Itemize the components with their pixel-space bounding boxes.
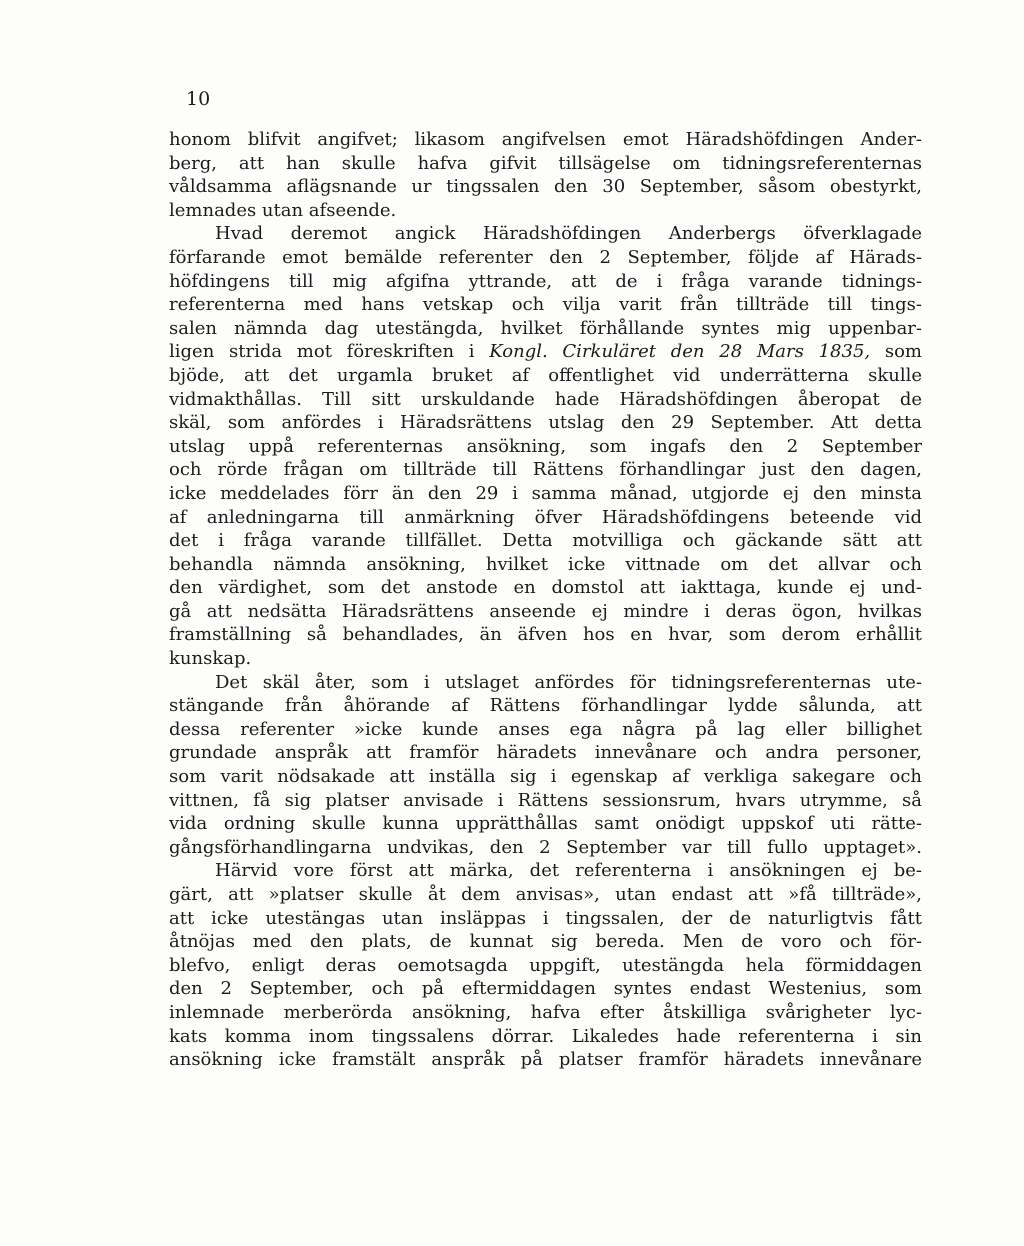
text-line: det i fråga varande tillfället. Detta motvilliga och gäckande sätt att bbox=[169, 530, 922, 552]
text-line: framställning så behandlades, än äfven hos en hvar, som derom erhållit bbox=[169, 624, 922, 646]
text-line: lemnades utan afseende. bbox=[169, 199, 397, 221]
text-line: behandla nämnda ansökning, hvilket icke vittnade om det allvar och bbox=[169, 553, 922, 575]
text-line: att icke utestängas utan insläppas i tingssalen, der de naturligtvis fått bbox=[169, 907, 922, 929]
text-line: gå att nedsätta Häradsrättens anseende ej mindre i deras ögon, hvilkas bbox=[169, 600, 922, 622]
text-line: utslag uppå referenternas ansökning, som ingafs den 2 September bbox=[169, 435, 922, 457]
text-line: grundade anspråk att framför häradets innevånare och andra personer, bbox=[169, 742, 922, 764]
text-line: kats komma inom tingssalens dörrar. Likaledes hade referenterna i sin bbox=[169, 1025, 922, 1047]
text-line: vittnen, få sig platser anvisade i Rättens sessionsrum, hvars utrymme, så bbox=[169, 789, 922, 811]
body-text bbox=[169, 128, 922, 1072]
text-line: ansökning icke framstält anspråk på platser framför häradets innevånare bbox=[169, 1049, 922, 1071]
text-line: som varit nödsakade att inställa sig i egenskap af verkliga sakegare och bbox=[169, 766, 922, 788]
text-line: blefvo, enligt deras oemotsagda uppgift, utestängda hela förmiddagen bbox=[169, 954, 922, 976]
text-line: Det skäl åter, som i utslaget anfördes för tidningsreferenternas ute- bbox=[215, 671, 922, 693]
text-line: stängande från åhörande af Rättens förhandlingar lydde sålunda, att bbox=[169, 695, 922, 717]
text-line: den 2 September, och på eftermiddagen syntes endast Westenius, som bbox=[169, 978, 922, 1000]
text-line: referenterna med hans vetskap och vilja varit från tillträde till tings- bbox=[169, 294, 922, 316]
text-line: Härvid vore först att märka, det referenterna i ansökningen ej be- bbox=[215, 860, 922, 882]
text-line: icke meddelades förr än den 29 i samma månad, utgjorde ej den minsta bbox=[169, 482, 922, 504]
text-line: kunskap. bbox=[169, 648, 252, 670]
text-line: salen nämnda dag utestängda, hvilket förhållande syntes mig uppenbar- bbox=[169, 317, 922, 339]
text-line: honom blifvit angifvet; likasom angifvelsen emot Häradshöfdingen Ander- bbox=[169, 129, 922, 150]
text-line: af anledningarna till anmärkning öfver Häradshöfdingens beteende vid bbox=[169, 506, 922, 528]
text-line: förfarande emot bemälde referenter den 2 September, följde af Härads- bbox=[169, 246, 922, 268]
page-number: 10 bbox=[186, 88, 211, 110]
text-line: åtnöjas med den plats, de kunnat sig bereda. Men de voro och för- bbox=[169, 931, 922, 953]
italic-citation: Kongl. Cirkuläret den 28 Mars 1835, bbox=[489, 341, 871, 363]
text-line: skäl, som anfördes i Häradsrättens utslag den 29 September. Att detta bbox=[169, 412, 922, 434]
text-line: vida ordning skulle kunna upprätthållas samt onödigt uppskof uti rätte- bbox=[169, 813, 922, 835]
text-line: våldsamma aflägsnande ur tingssalen den 30 September, såsom obestyrkt, bbox=[169, 176, 922, 198]
text-line: gärt, att »platser skulle åt dem anvisas», utan endast att »få tillträde», bbox=[169, 884, 922, 905]
text-line: dessa referenter »icke kunde anses ega några på lag eller billighet bbox=[169, 718, 922, 740]
text-line: berg, att han skulle hafva gifvit tillsägelse om tidningsreferenternas bbox=[169, 152, 922, 174]
text-line: vidmakthållas. Till sitt urskuldande hade Häradshöfdingen åberopat de bbox=[169, 388, 922, 410]
text-line: Hvad deremot angick Häradshöfdingen Anderbergs öfverklagade bbox=[215, 223, 922, 245]
text-line: höfdingens till mig afgifna yttrande, att de i fråga varande tidnings- bbox=[169, 270, 922, 292]
text-line: inlemnade merberörda ansökning, hafva efter åtskilliga svårigheter lyc- bbox=[169, 1001, 922, 1023]
text-line: gångsförhandlingarna undvikas, den 2 September var till fullo upptaget». bbox=[169, 836, 922, 858]
text-line: bjöde, att det urgamla bruket af offentlighet vid underrätterna skulle bbox=[169, 364, 922, 386]
text-line: och rörde frågan om tillträde till Rättens förhandlingar just den dagen, bbox=[169, 459, 922, 481]
text-line: den värdighet, som det anstode en domstol att iakttaga, kunde ej und- bbox=[169, 577, 922, 599]
text-line: ligen strida mot föreskriften i Kongl. Cirkuläret den 28 Mars 1835, som bbox=[169, 341, 922, 363]
